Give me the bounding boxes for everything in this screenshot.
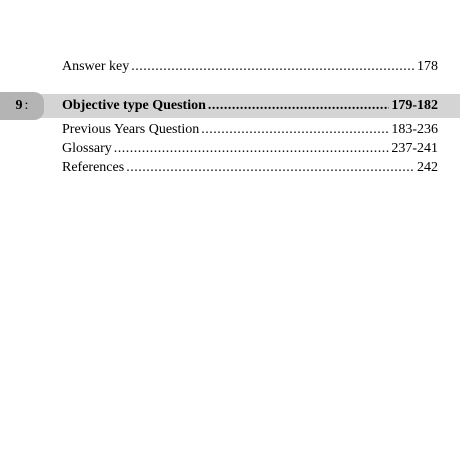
chapter-heading: [62, 97, 438, 115]
toc-entry-title: Answer key: [62, 59, 130, 74]
dot-leader: [201, 121, 389, 139]
dot-leader: [114, 140, 390, 158]
toc-entry-pages: 178: [417, 59, 438, 74]
toc-entry-title: References: [62, 160, 125, 175]
toc-entry-pages: 183-236: [391, 122, 438, 137]
toc-entry-pages: 242: [417, 160, 438, 175]
dot-leader: [131, 58, 415, 76]
toc-entry-pages: 237-241: [391, 141, 438, 156]
chapter-number-tab: [0, 92, 44, 120]
toc-entry-glossary: [62, 140, 438, 158]
chapter-number: 9: [15, 98, 23, 113]
toc-entry-references: [62, 159, 438, 177]
toc-entry-previous-years-question: [62, 121, 438, 139]
chapter-pages: 179-182: [391, 98, 438, 113]
chapter-title: Objective type Question: [62, 98, 206, 113]
toc-entry-title: Previous Years Question: [62, 122, 200, 137]
dot-leader: [208, 97, 389, 115]
chapter-separator: :: [24, 98, 29, 113]
toc-entry-answer-key: [62, 58, 438, 76]
toc-entry-title: Glossary: [62, 141, 112, 156]
dot-leader: [126, 159, 415, 177]
